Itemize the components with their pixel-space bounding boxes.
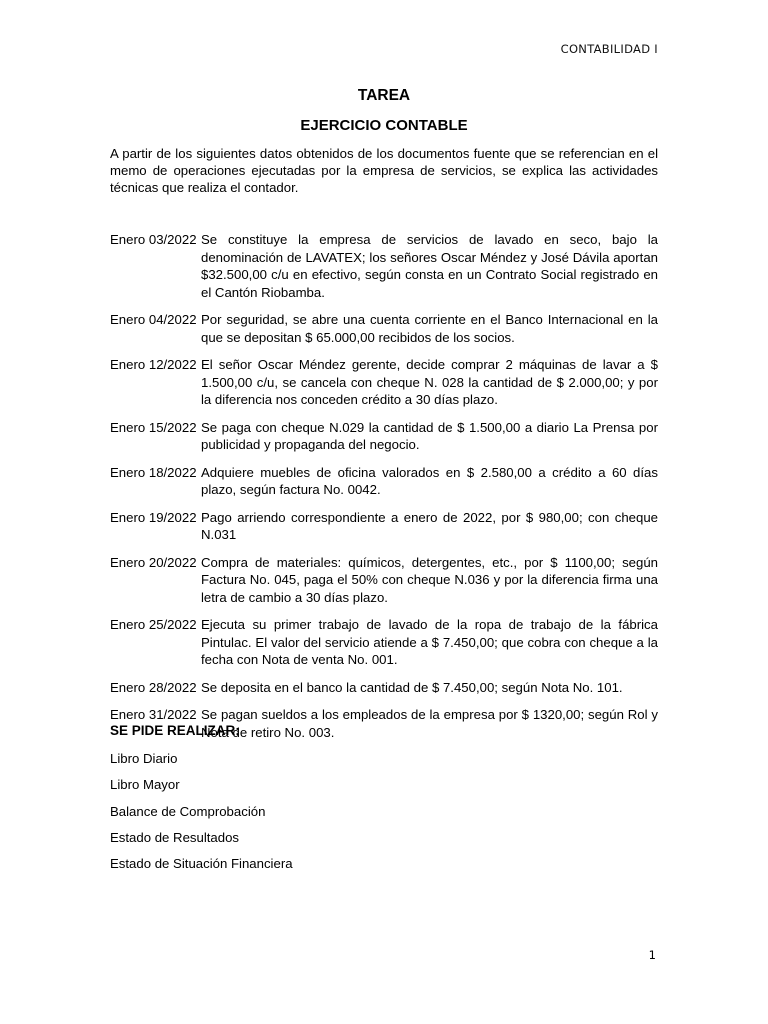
document-subtitle: EJERCICIO CONTABLE (300, 117, 468, 134)
entry-date: Enero 25/2022 (110, 617, 197, 632)
transaction-entry (110, 231, 658, 301)
intro-paragraph: A partir de los siguientes datos obtenidos de los documentos fuente que se referencian en el memo de operaciones ejecutadas por la empresa de servicios, se explica las actividades técnicas que realiza el contador. (110, 146, 658, 195)
document-title: TAREA (357, 87, 411, 104)
entry-description: Por seguridad, se abre una cuenta corriente en el Banco Internacional en la que se depositan $ 65.000,00 recibidos de los socios. (201, 312, 658, 345)
transaction-entry (110, 616, 658, 669)
task-item: Estado de Situación Financiera (110, 856, 293, 872)
transaction-entry (110, 356, 658, 409)
entry-date: Enero 12/2022 (110, 357, 197, 372)
entry-description: El señor Oscar Méndez gerente, decide comprar 2 máquinas de lavar a $ 1.500,00 c/u, se cancela con cheque N. 028 la cantidad de $ 2.000,00; y por la diferencia nos conceden crédito a 30 días plazo. (201, 357, 658, 407)
entry-description: Se constituye la empresa de servicios de lavado en seco, bajo la denominación de LAVATEX; los señores Oscar Méndez y José Dávila aportan $32.500,00 c/u en efectivo, según consta en un Contrato Social registrado en el Cantón Riobamba. (201, 232, 658, 300)
entry-description: Pago arriendo correspondiente a enero de 2022, por $ 980,00; con cheque N.031 (201, 509, 658, 542)
entry-description: Adquiere muebles de oficina valorados en $ 2.580,00 a crédito a 60 días plazo, según factura No. 0042. (201, 464, 658, 497)
task-list (110, 750, 293, 881)
transaction-entry (110, 464, 658, 499)
transaction-list (110, 231, 658, 751)
entry-date: Enero 03/2022 (110, 232, 197, 247)
task-item: Estado de Resultados (110, 829, 240, 845)
entry-description: Se paga con cheque N.029 la cantidad de $ 1.500,00 a diario La Prensa por publicidad y propaganda del negocio. (201, 419, 658, 452)
task-item: Libro Diario (110, 751, 178, 766)
entry-description: Ejecuta su primer trabajo de lavado de la ropa de trabajo de la fábrica Pintulac. El valor del servicio atiende a $ 7.450,00; que cobra con cheque a la fecha con Nota de venta No. 001. (201, 617, 658, 667)
entry-date: Enero 15/2022 (110, 419, 197, 435)
entry-date: Enero 04/2022 (110, 312, 197, 327)
running-header: CONTABILIDAD I (560, 42, 658, 56)
entry-description: Se pagan sueldos a los empleados de la empresa por $ 1320,00; según Rol y Nota de retiro No. 003. (201, 707, 658, 740)
entry-date: Enero 31/2022 (110, 707, 197, 722)
page-number: 1 (648, 948, 656, 962)
transaction-entry (110, 679, 658, 697)
entry-date: Enero 18/2022 (110, 464, 197, 480)
entry-date: Enero 19/2022 (110, 509, 197, 525)
transaction-entry (110, 311, 658, 346)
task-item: Balance de Comprobación (110, 803, 266, 819)
task-item: Libro Mayor (110, 777, 180, 793)
section-heading: SE PIDE REALIZAR: (110, 723, 240, 738)
transaction-entry (110, 509, 658, 544)
transaction-entry (110, 554, 658, 607)
entry-description: Compra de materiales: químicos, detergentes, etc., por $ 1100,00; según Factura No. 045, paga el 50% con cheque N.036 y por la diferencia firma una letra de cambio a 30 días plazo. (201, 554, 658, 605)
entry-description: Se deposita en el banco la cantidad de $ 7.450,00; según Nota No. 101. (201, 679, 623, 695)
entry-date: Enero 20/2022 (110, 554, 197, 570)
transaction-entry (110, 419, 658, 454)
entry-date: Enero 28/2022 (110, 679, 197, 695)
